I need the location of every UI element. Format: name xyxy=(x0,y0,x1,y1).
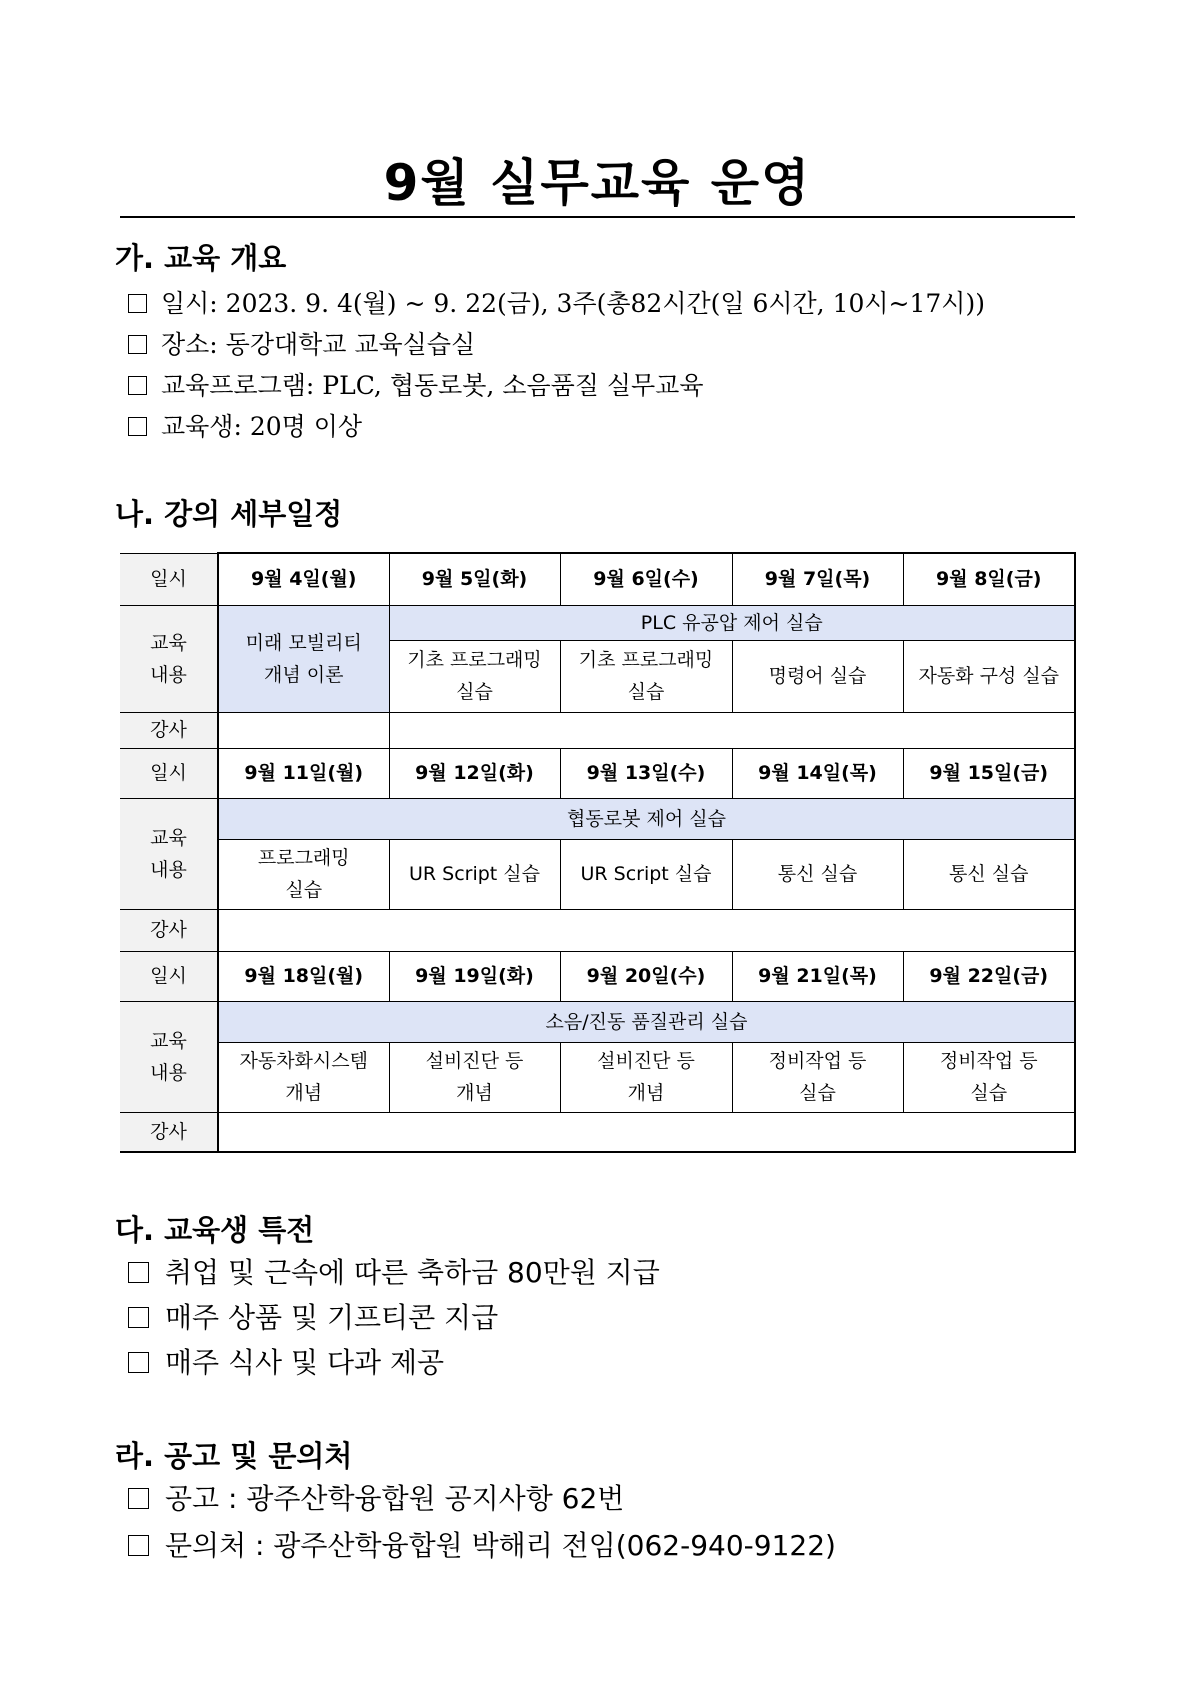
content-cell: 설비진단 등 개념 xyxy=(560,1042,732,1112)
overview-item: 교육생: 20명 이상 xyxy=(128,409,362,445)
page-title: 9월 실무교육 운영 xyxy=(383,154,812,212)
date-cell: 9월 12일(화) xyxy=(389,748,560,798)
date-cell: 9월 5일(화) xyxy=(389,553,560,605)
checkbox-icon xyxy=(128,376,147,395)
course-title-cell: 협동로봇 제어 실습 xyxy=(218,798,1075,839)
date-cell: 9월 4일(월) xyxy=(218,553,389,605)
content-cell: 기초 프로그래밍 실습 xyxy=(389,640,560,712)
benefit-item: 매주 식사 및 다과 제공 xyxy=(128,1345,444,1381)
date-cell: 9월 18일(월) xyxy=(218,951,389,1001)
content-cell: 자동차화시스템 개념 xyxy=(218,1042,389,1112)
date-cell: 9월 8일(금) xyxy=(903,553,1075,605)
table-row xyxy=(120,712,1075,748)
overview-item: 장소: 동강대학교 교육실습실 xyxy=(128,327,475,363)
row-label-date: 일시 xyxy=(120,748,218,798)
row-label-content: 교육 내용 xyxy=(120,1001,218,1112)
checkbox-icon xyxy=(128,1307,149,1328)
date-cell: 9월 6일(수) xyxy=(560,553,732,605)
checkbox-icon xyxy=(128,294,147,313)
content-cell: UR Script 실습 xyxy=(389,839,560,909)
instructor-cell xyxy=(218,909,1075,951)
checkbox-icon xyxy=(128,1352,149,1373)
date-cell: 9월 7일(목) xyxy=(732,553,903,605)
content-cell: 자동화 구성 실습 xyxy=(903,640,1075,712)
section-heading-schedule: 나. 강의 세부일정 xyxy=(115,497,343,531)
content-cell: 설비진단 등 개념 xyxy=(389,1042,560,1112)
date-cell: 9월 13일(수) xyxy=(560,748,732,798)
row-label-date: 일시 xyxy=(120,951,218,1001)
date-cell: 9월 22일(금) xyxy=(903,951,1075,1001)
date-cell: 9월 20일(수) xyxy=(560,951,732,1001)
content-cell: UR Script 실습 xyxy=(560,839,732,909)
row-label-instructor: 강사 xyxy=(120,712,218,748)
section-heading-benefits: 다. 교육생 특전 xyxy=(115,1213,315,1247)
checkbox-icon xyxy=(128,1488,149,1509)
row-label-instructor: 강사 xyxy=(120,1112,218,1152)
overview-item: 교육프로그램: PLC, 협동로봇, 소음품질 실무교육 xyxy=(128,368,703,404)
date-cell: 9월 14일(목) xyxy=(732,748,903,798)
checkbox-icon xyxy=(128,417,147,436)
table-row xyxy=(120,798,1075,839)
row-label-content: 교육 내용 xyxy=(120,605,218,712)
table-row xyxy=(120,553,1075,605)
table-row xyxy=(120,1112,1075,1152)
table-row xyxy=(120,605,1075,640)
instructor-cell xyxy=(218,712,389,748)
date-cell: 9월 21일(목) xyxy=(732,951,903,1001)
course-title-cell: 소음/진동 품질관리 실습 xyxy=(218,1001,1075,1042)
contact-item: 문의처 : 광주산학융합원 박해리 전임(062-940-9122) xyxy=(128,1528,836,1564)
title-underline xyxy=(120,216,1075,218)
content-cell: 프로그래밍 실습 xyxy=(218,839,389,909)
date-cell: 9월 15일(금) xyxy=(903,748,1075,798)
row-label-instructor: 강사 xyxy=(120,909,218,951)
row-label-date: 일시 xyxy=(120,553,218,605)
row-label-content: 교육 내용 xyxy=(120,798,218,909)
checkbox-icon xyxy=(128,335,147,354)
table-row xyxy=(120,748,1075,798)
table-row xyxy=(120,1042,1075,1112)
content-cell: 기초 프로그래밍 실습 xyxy=(560,640,732,712)
checkbox-icon xyxy=(128,1262,149,1283)
table-row xyxy=(120,1001,1075,1042)
content-cell: 미래 모빌리티 개념 이론 xyxy=(218,605,389,712)
content-cell: 통신 실습 xyxy=(903,839,1075,909)
overview-item: 일시: 2023. 9. 4(월) ~ 9. 22(금), 3주(총82시간(일 6시간, 10시~17시)) xyxy=(128,286,985,322)
benefit-item: 매주 상품 및 기프티콘 지급 xyxy=(128,1300,498,1336)
benefit-item: 취업 및 근속에 따른 축하금 80만원 지급 xyxy=(128,1255,660,1291)
section-heading-overview: 가. 교육 개요 xyxy=(115,241,287,275)
schedule-table xyxy=(120,552,1076,1153)
course-title-cell: PLC 유공압 제어 실습 xyxy=(389,605,1075,640)
contact-item: 공고 : 광주산학융합원 공지사항 62번 xyxy=(128,1481,624,1517)
checkbox-icon xyxy=(128,1535,149,1556)
table-row xyxy=(120,909,1075,951)
date-cell: 9월 19일(화) xyxy=(389,951,560,1001)
table-row xyxy=(120,839,1075,909)
instructor-cell xyxy=(389,712,1075,748)
table-row xyxy=(120,951,1075,1001)
date-cell: 9월 11일(월) xyxy=(218,748,389,798)
instructor-cell xyxy=(218,1112,1075,1152)
content-cell: 통신 실습 xyxy=(732,839,903,909)
content-cell: 명령어 실습 xyxy=(732,640,903,712)
content-cell: 정비작업 등 실습 xyxy=(732,1042,903,1112)
content-cell: 정비작업 등 실습 xyxy=(903,1042,1075,1112)
section-heading-contact: 라. 공고 및 문의처 xyxy=(115,1439,353,1473)
